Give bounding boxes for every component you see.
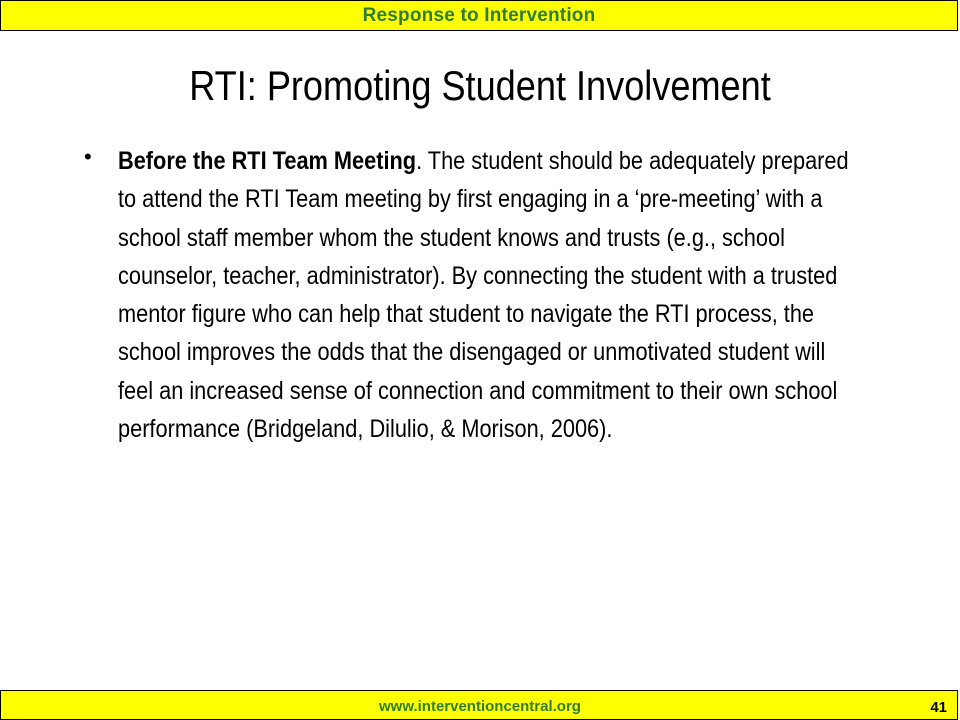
page-number: 41 (930, 699, 947, 716)
bullet-paragraph (118, 142, 866, 448)
bullet-body: . The student should be adequately prepared to attend the RTI Team meeting by first engaging in a ‘pre-meeting’ with a school staff member whom the student knows and trusts (e.g., school counselor, teacher, administrator). By connecting the student with a trusted mentor figure who can help that student to navigate the RTI process, the school improves the odds that the disengaged or unmotivated student will feel an increased sense of connection and commitment to their own school performance (Bridgeland, Dilulio, & Morison, 2006). (118, 147, 849, 444)
bullet-heading: Before the RTI Team Meeting (118, 147, 417, 175)
footer-banner (0, 690, 958, 720)
bullet-list (84, 142, 884, 448)
header-title: Response to Intervention (362, 5, 596, 26)
header-banner (0, 0, 958, 31)
slide-title: RTI: Promoting Student Involvement (189, 62, 771, 109)
footer-url[interactable]: www.interventioncentral.org (379, 698, 581, 715)
bullet-marker: • (84, 144, 92, 169)
